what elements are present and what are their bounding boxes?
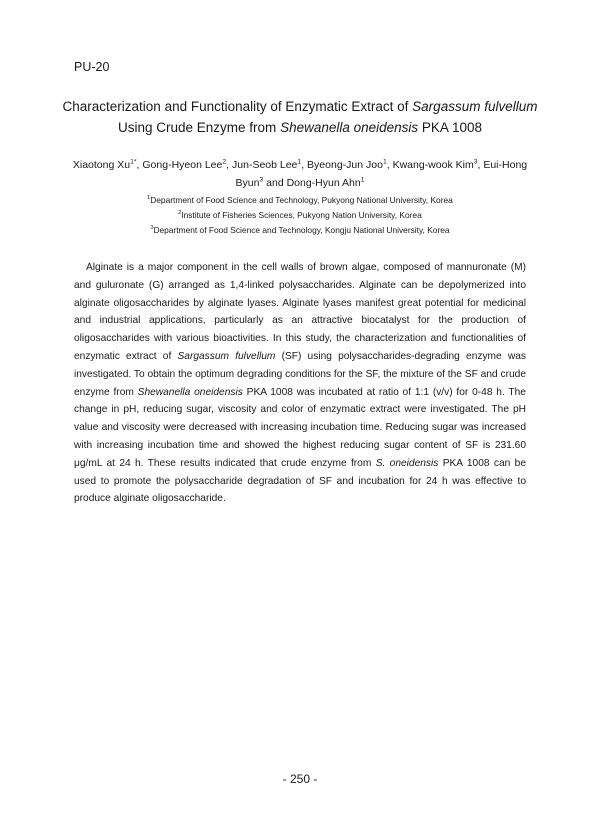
affiliation-text: Department of Food Science and Technology, Kongju National University, Korea xyxy=(153,225,450,235)
author-affiliation-mark: 1 xyxy=(360,176,365,184)
author-name: Jun-Seob Lee xyxy=(232,159,298,171)
title-text-3: PKA 1008 xyxy=(418,120,482,135)
author-name: Kwang-wook Kim xyxy=(392,159,474,171)
author-affiliation-mark: 1* xyxy=(130,158,137,166)
author-affiliation-mark: 3 xyxy=(259,176,264,184)
abstract-species: S. oneidensis xyxy=(375,457,439,469)
affiliation-text: Department of Food Science and Technology, Pukyong National University, Korea xyxy=(150,195,453,205)
abstract-text: Alginate is a major component in the cell walls of brown algae, composed of mannuronate (M) and guluronate (G) arranged as 1,4-linked polysaccharides. Alginate can be depolymerized into alginate oligosaccharides by alginate lyases. Alginate lyases manifest great potential for medicinal and industrial applications, particularly as an attractive biocatalyst for the production of oligosaccharides with various bioactivities. In this study, the characterization and functionalities of enzymatic extract of xyxy=(74,262,526,362)
affiliation-text: Institute of Fisheries Sciences, Pukyong Nation University, Korea xyxy=(181,210,422,220)
author-separator: , xyxy=(477,159,484,171)
abstract-text: PKA 1008 was incubated at ratio of 1:1 (v/v) for 0-48 h. The change in pH, reducing sugar, viscosity and color of enzymatic extract were investigated. The pH value and viscosity were decreased with increasing incubation time. Reducing sugar was increased with increasing incubation time and showed the highest reducing sugar content of SF is 231.60 μg/mL at 24 h. These results indicated that crude enzyme from xyxy=(74,386,526,469)
author-separator: and xyxy=(263,177,287,189)
author-separator: , xyxy=(386,159,393,171)
title-species-2: Shewanella oneidensis xyxy=(280,120,419,135)
author-affiliation-mark: 2 xyxy=(222,158,227,166)
author-affiliation-mark: 1 xyxy=(382,158,387,166)
author-name-first-part: Eui-Hong xyxy=(483,159,528,171)
author-name-second-part: Byun xyxy=(235,177,260,189)
author-name: Byeong-Jun Joo xyxy=(307,159,383,171)
title-species-1: Sargassum fulvellum xyxy=(412,99,538,114)
author-name: Dong-Hyun Ahn xyxy=(286,177,361,189)
author-list xyxy=(60,156,540,192)
affiliation xyxy=(60,193,540,208)
affiliation-mark: 3 xyxy=(150,225,154,232)
abstract-species: Sargassum fulvellum xyxy=(177,350,276,362)
abstract xyxy=(74,259,526,508)
affiliation-mark: 2 xyxy=(178,210,182,217)
title-text-1: Characterization and Functionality of Enzymatic Extract of xyxy=(62,99,413,114)
paper-code: PU-20 xyxy=(74,60,110,74)
paper-title xyxy=(60,96,540,138)
author-separator: , xyxy=(226,159,233,171)
abstract-species: Shewanella oneidensis xyxy=(137,386,243,398)
title-text-2: Using Crude Enzyme from xyxy=(118,120,281,135)
affiliation xyxy=(60,208,540,223)
abstract-text: PKA 1008 can be used to promote the polysaccharide degradation of SF and incubation for 24 h was effective to produce alginate oligosaccharide. xyxy=(74,457,526,505)
author-affiliation-mark: 3 xyxy=(473,158,478,166)
page-number: - 250 - xyxy=(282,772,318,786)
author-separator: , xyxy=(301,159,308,171)
abstract-text: (SF) using polysaccharides-degrading enzyme was investigated. To obtain the optimum degrading conditions for the SF, the mixture of the SF and crude enzyme from xyxy=(74,350,526,398)
author-name: Gong-Hyeon Lee xyxy=(142,159,223,171)
author-name: Xiaotong Xu xyxy=(72,159,131,171)
affiliation xyxy=(60,223,540,238)
affiliation-list xyxy=(60,193,540,238)
author-affiliation-mark: 1 xyxy=(297,158,302,166)
affiliation-mark: 1 xyxy=(147,195,151,202)
author-separator: , xyxy=(136,159,143,171)
